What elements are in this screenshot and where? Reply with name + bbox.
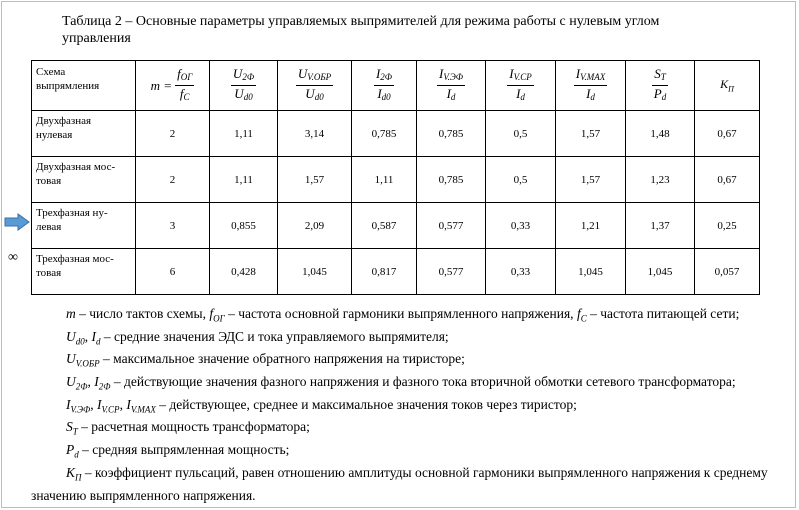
header-i2f-id0: $\frac{I_{2Ф}}{I_{d0}}$: [352, 61, 417, 111]
cell-value: 0,25: [695, 203, 760, 249]
cell-value: 1,48: [626, 111, 695, 157]
cell-value: 0,817: [352, 249, 417, 295]
header-ivef-id: $\frac{I_{V.ЭФ}}{I_d}$: [417, 61, 486, 111]
cell-value: 1,045: [556, 249, 626, 295]
header-st-pd: $\frac{S_T}{P_d}$: [626, 61, 695, 111]
cell-m: 2: [136, 157, 210, 203]
note-m: m – число тактов схемы, $f_{ОГ}$ – частота основной гармоники выпрямленного напряжения, $f_C$ – частота питающей сети;: [66, 306, 740, 324]
table-row: [32, 249, 760, 295]
note-ud0-id: $U_{d0}$, $I_d$ – средние значения ЭДС и тока управляемого выпрямителя;: [66, 328, 449, 347]
cell-value: 1,11: [210, 157, 278, 203]
note-u2f-i2f: $U_{2Ф}$, $I_{2Ф}$ – действующие значения фазного напряжения и фазного тока вторичной обмотки сетевого трансформатора;: [66, 374, 736, 392]
cell-m: 3: [136, 203, 210, 249]
cell-value: 1,045: [278, 249, 352, 295]
row-scheme-name: Трехфазная ну- левая: [32, 203, 136, 249]
cell-value: 0,33: [486, 249, 556, 295]
row-scheme-name: Двухфазная нулевая: [32, 111, 136, 157]
parameters-table: [31, 60, 760, 295]
table-row: [32, 203, 760, 249]
cell-value: 0,587: [352, 203, 417, 249]
cell-value: 0,33: [486, 203, 556, 249]
cell-value: 1,57: [556, 157, 626, 203]
cell-value: 1,57: [556, 111, 626, 157]
cell-value: 1,21: [556, 203, 626, 249]
table-header-row: [32, 61, 760, 111]
header-uvobr-ud0: $\frac{U_{V.ОБР}}{U_{d0}}$: [278, 61, 352, 111]
cell-value: 0,67: [695, 111, 760, 157]
cell-value: 0,785: [417, 111, 486, 157]
cell-value: 2,09: [278, 203, 352, 249]
note-uvobr: $U_{V.ОБР}$ – максимальное значение обратного напряжения на тиристоре;: [66, 351, 465, 370]
header-kp: $K_П$: [695, 61, 760, 111]
header-u2f-ud0: $\frac{U_{2Ф}}{U_{d0}}$: [210, 61, 278, 111]
infinity-symbol: ∞: [8, 250, 18, 265]
cell-value: 0,785: [352, 111, 417, 157]
cell-value: 1,11: [352, 157, 417, 203]
table-row: [32, 111, 760, 157]
cell-value: 0,057: [695, 249, 760, 295]
header-m: m = $\frac{f_{ОГ}}{f_C}$: [136, 61, 210, 111]
cell-value: 0,5: [486, 111, 556, 157]
cell-value: 0,855: [210, 203, 278, 249]
cell-value: 0,577: [417, 249, 486, 295]
table-caption: Таблица 2 – Основные параметры управляемых выпрямителей для режима работы с нулевым углом управления: [62, 14, 660, 46]
note-pd: $P_d$ – средняя выпрямленная мощность;: [66, 442, 290, 460]
cell-value: 1,57: [278, 157, 352, 203]
cell-value: 0,577: [417, 203, 486, 249]
arrow-right-icon: [4, 213, 30, 231]
cell-value: 1,11: [210, 111, 278, 157]
cell-value: 1,37: [626, 203, 695, 249]
note-kp: $K_П$ – коэффициент пульсаций, равен отношению амплитуды основной гармоники выпрямленного напряжения к среднему значению выпрямленного напряжения.: [31, 464, 768, 503]
cell-value: 0,5: [486, 157, 556, 203]
note-st: $S_T$ – расчетная мощность трансформатора;: [66, 419, 310, 438]
cell-value: 3,14: [278, 111, 352, 157]
header-ivsr-id: $\frac{I_{V.СР}}{I_d}$: [486, 61, 556, 111]
row-scheme-name: Двухфазная мос- товая: [32, 157, 136, 203]
cell-value: 0,67: [695, 157, 760, 203]
header-ivmax-id: $\frac{I_{V.MAX}}{I_d}$: [556, 61, 626, 111]
cell-value: 1,23: [626, 157, 695, 203]
table-row: [32, 157, 760, 203]
cell-value: 0,785: [417, 157, 486, 203]
cell-value: 1,045: [626, 249, 695, 295]
cell-value: 0,428: [210, 249, 278, 295]
cell-m: 2: [136, 111, 210, 157]
header-scheme: Схема выпрямления: [32, 61, 136, 111]
legend-notes: [31, 305, 774, 504]
row-scheme-name: Трехфазная мос- товая: [32, 249, 136, 295]
note-thyristor-currents: $I_{V.ЭФ}$, $I_{V.СР}$, $I_{V.MAX}$ – действующее, среднее и максимальное значения токов через тиристор;: [66, 396, 577, 415]
cell-m: 6: [136, 249, 210, 295]
